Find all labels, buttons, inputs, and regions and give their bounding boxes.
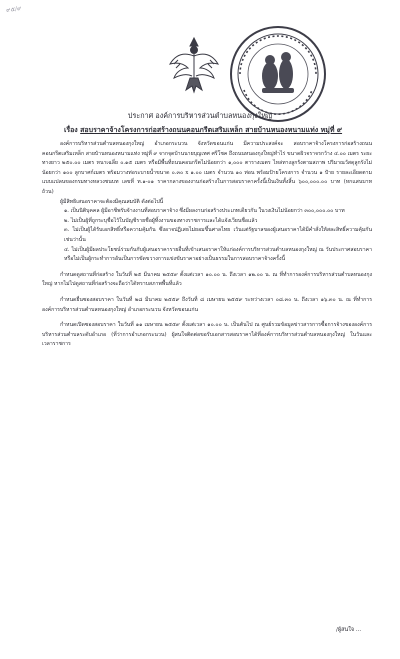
paragraph-site-visit: กำหนดดูสถานที่ก่อสร้าง ในวันที่ ๒๕ มีนาคม ๒๕๕๙ ตั้งแต่เวลา ๑๐.๐๐ น. ถึงเวลา ๑๒.๐๐ น. ณ ที่ทำการองค์การบริหารส่วนตำบลหนองกุงใหญ่ หากไม่ไปดูสถานที่ก่อสร้างจะถือว่าได้ทราบสภาพพื้นที่แล้ว	[42, 271, 372, 288]
paragraph-submission: กำหนดยื่นซองสอบราคา ในวันที่ ๒๘ มีนาคม ๒๕๕๙ ถึงวันที่ ๘ เมษายน ๒๕๕๙ ระหว่างเวลา ๐๘.๓๐ น. ถึงเวลา ๑๖.๓๐ น. ณ ที่ทำการองค์การบริหารส่วนตำบลหนองกุงใหญ่ อำเภอกระนวน จังหวัดขอนแก่น	[42, 296, 372, 313]
garuda-emblem-icon	[168, 34, 220, 96]
qualification-heading: ผู้มีสิทธิเสนอราคาจะต้องมีคุณสมบัติ ดังต่อไปนี้	[60, 198, 164, 205]
paragraph-opening: กำหนดเปิดซองสอบราคา ในวันที่ ๑๑ เมษายน ๒๕๕๙ ตั้งแต่เวลา ๑๐.๐๐ น. เป็นต้นไป ณ ศูนย์รวมข้อมูลข่าวสารการซื้อการจ้างขององค์การบริหารส่วนตำบลระดับอำเภอ (ที่ว่าการอำเภอกระนวน) ผู้สนใจติดต่อขอรับเอกสารสอบราคาได้ที่องค์การบริหารส่วนตำบลหนองกุงใหญ่ ในวันและเวลาราชการ	[42, 322, 372, 348]
announcement-subject	[38, 125, 368, 134]
subject-text: สอบราคาจ้างโครงการก่อสร้างถนนคอนกรีตเสริมเหล็ก สายบ้านหนองหนามแท่ง หมู่ที่ ๙	[80, 125, 343, 134]
qualification-1: ๑. เป็นนิติบุคคล ผู้มีอาชีพรับจ้างงานที่สอบราคาจ้าง ซึ่งมีผลงานก่อสร้างประเภทเดียวกัน ในวงเงินไม่น้อยกว่า ๓๐๐,๐๐๐.๐๐ บาท	[64, 208, 345, 215]
qualification-3: ๓. ไม่เป็นผู้ได้รับเอกสิทธิ์หรือความคุ้มกัน ซึ่งอาจปฏิเสธไม่ยอมขึ้นศาลไทย เว้นแต่รัฐบาลของผู้เสนอราคาได้มีคำสั่งให้สละสิทธิ์ความคุ้มกันเช่นว่านั้น	[64, 227, 372, 243]
announcement-title: ประกาศ องค์การบริหารส่วนตำบลหนองกุงใหญ่	[127, 111, 273, 120]
subject-prefix: เรื่อง	[63, 125, 78, 134]
paragraph-project-details: องค์การบริหารส่วนตำบลหนองกุงใหญ่ อำเภอกระนวน จังหวัดขอนแก่น มีความประสงค์จะ สอบราคาจ้างโครงการก่อสร้างถนนคอนกรีตเสริมเหล็ก สายบ้านหนองหนามแท่ง หมู่ที่ ๙ จากจุดบ้านนายบุญเทศ ศรีโชค ถึงถนนหนองกุงใหญ่ทำไร่ ขนาดผิวจราจรกว้าง ๔.๐๐ เมตร ระยะทางยาว ๒๕๐.๐๐ เมตร หนาเฉลี่ย ๐.๑๕ เมตร หรือมีพื้นที่ถนนคอนกรีตไม่น้อยกว่า ๑,๐๐๐ ตารางเมตร ไหล่ทางลูกรังตามสภาพ ปริมาณวัสดุลูกรังไม่น้อยกว่า ๑๐๐ ลูกบาศก์เมตร พร้อมวางท่อระบายน้ำขนาด ๐.๓๐ x ๑.๐๐ เมตร จำนวน ๑๐ ท่อน พร้อมป้ายโครงการ จำนวน ๑ ป้าย รายละเอียดตามแบบแปลนของกรมทางหลวงชนบท เลขที่ ท.๑-๐๑ ราคากลางของงานก่อสร้างในการสอบราคาครั้งนี้เป็นเงินทั้งสิ้น ๖๐๐,๐๐๐.๐๐ บาท (หกแสนบาทถ้วน)	[42, 141, 372, 195]
qualification-2: ๒. ไม่เป็นผู้ที่ถูกระบุชื่อไว้ในบัญชีรายชื่อผู้ทิ้งงานของทางราชการและได้แจ้งเวียนชื่อแล้ว	[64, 217, 258, 224]
announcement-body	[42, 140, 372, 350]
qualification-4: ๔. ไม่เป็นผู้มีผลประโยชน์ร่วมกันกับผู้เสนอราคารายอื่นที่เข้าเสนอราคาให้แก่องค์การบริหารส่วนตำบลหนองกุงใหญ่ ณ วันประกาศสอบราคา หรือไม่เป็นผู้กระทำการอันเป็นการขัดขวางการแข่งขันราคาอย่างเป็นธรรมในการสอบราคาจ้างครั้งนี้	[64, 246, 372, 263]
corner-handwritten-note: ๙๕/๙	[5, 4, 22, 15]
continued-marker: /ผู้สนใจ ...	[336, 627, 362, 633]
organization-seal-icon	[228, 24, 328, 124]
